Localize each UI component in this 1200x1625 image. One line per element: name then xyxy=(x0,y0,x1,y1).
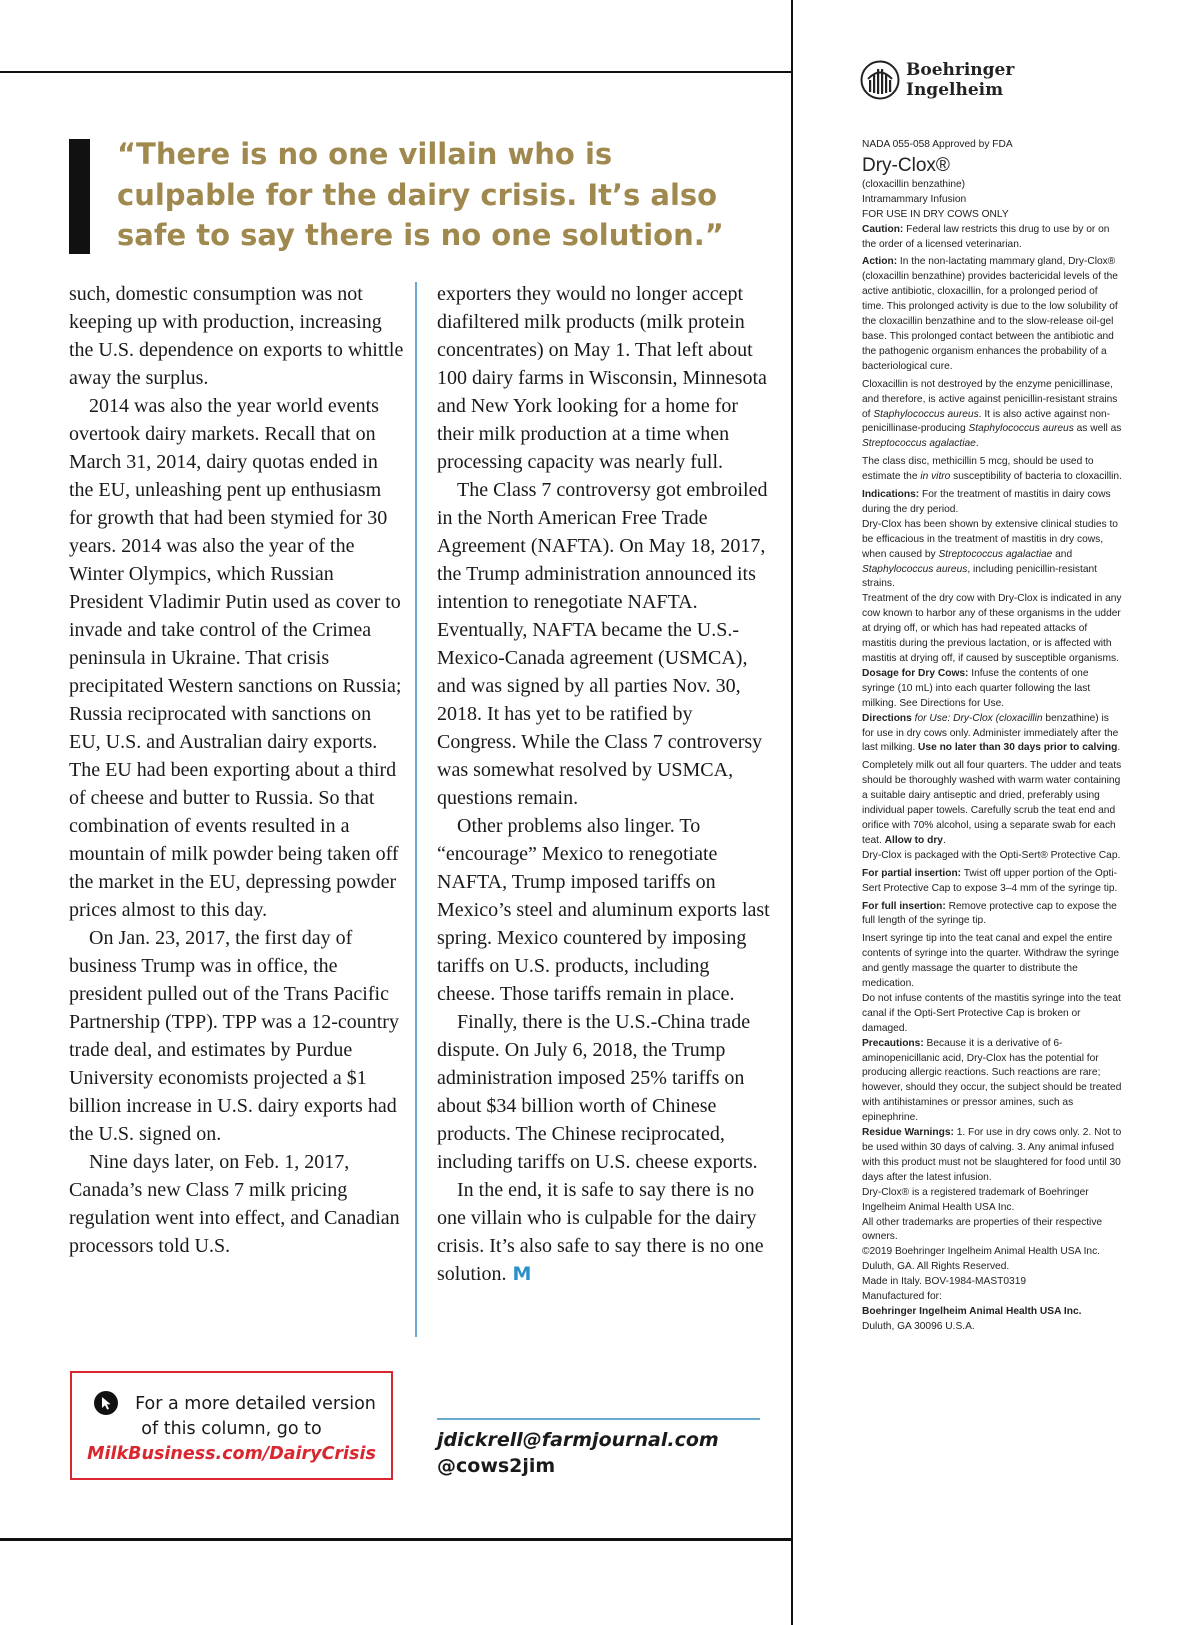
callout-line-1: For a more detailed version xyxy=(135,1394,376,1414)
label-packaging: Dry-Clox is packaged with the Opti-Sert® Protective Cap. xyxy=(862,849,1121,861)
article-paragraph: 2014 was also the year world events overtook dairy markets. Recall that on March 31, 2014, dairy quotas ended in the EU, unleashing pent up enthusiasm for growth that had been stymied for 30 years. 2014 was also the year of the Winter Olympics, which Russian President Vladimir Putin used as cover to invade and take control of the Crimea peninsula in Ukraine. That crisis precipitated Western sanctions on Russia; Russia reciprocated with sanctions on EU, U.S. and Australian dairy exports. The EU had been exporting about a third of cheese and butter to Russia. So that combination of events resulted in a mountain of milk powder being taken off the market in the EU, depressing powder prices almost to this day. xyxy=(69,395,402,921)
top-rule xyxy=(0,71,793,73)
logo-wordmark xyxy=(906,60,1014,100)
label-nada: NADA 055-058 Approved by FDA xyxy=(862,139,1013,150)
label-directions: Directions for Use: Dry-Clox (cloxacillin benzathine) is for use in dry cows only. Administer immediately after the last milking. Use no later than 30 days prior to calving. xyxy=(862,712,1121,754)
label-trademark: Dry-Clox® is a registered trademark of Boehringer Ingelheim Animal Health USA Inc. xyxy=(862,1186,1089,1213)
label-resistance: Cloxacillin is not destroyed by the enzyme penicillinase, and therefore, is active against penicillin-resistant strains of Staphylococcus aureus. It is also active against non-penicillinase-producing Staphylococcus aureus as well as Streptococcus agalactiae. xyxy=(862,378,1122,450)
article-paragraph: such, domestic consumption was not keeping up with production, increasing the U.S. dependence on exports to whittle away the surplus. xyxy=(69,283,404,389)
label-manufacturer-address: Duluth, GA 30096 U.S.A. xyxy=(862,1320,975,1332)
vertical-divider-rule xyxy=(791,0,793,1625)
label-use: FOR USE IN DRY COWS ONLY xyxy=(862,208,1009,220)
callout-text xyxy=(72,1392,391,1467)
label-copyright: ©2019 Boehringer Ingelheim Animal Health USA Inc. Duluth, GA. All Rights Reserved. xyxy=(862,1246,1100,1273)
label-partial-insertion: For partial insertion: Twist off upper portion of the Opti-Sert Protective Cap to expose 3–4 mm of the syringe tip. xyxy=(862,867,1118,894)
boehringer-logo xyxy=(860,58,1060,104)
article-column-1 xyxy=(69,280,404,1260)
signature-rule xyxy=(437,1418,760,1420)
label-full-insertion: For full insertion: Remove protective cap to expose the full length of the syringe tip. xyxy=(862,900,1117,927)
label-class-disc: The class disc, methicillin 5 mcg, should be used to estimate the in vitro susceptibility of bacteria to cloxacillin. xyxy=(862,456,1122,483)
label-caution: Caution: Federal law restricts this drug to use by or on the order of a licensed veterinarian. xyxy=(862,223,1110,250)
label-insert: Insert syringe tip into the teat canal and expel the entire contents of syringe into the quarter. Withdraw the syringe and gently massage the quarter to distribute the medication. xyxy=(862,933,1120,990)
author-twitter-handle[interactable]: @cows2jim xyxy=(437,1455,556,1477)
logo-line-2: Ingelheim xyxy=(906,80,1004,100)
label-treatment: Treatment of the dry cow with Dry-Clox is indicated in any cow known to harbor any of these organisms in the udder at drying off, or which has had repeated attacks of mastitis during the previous lactation, or is affected with mastitis at drying off, if caused by susceptible organisms. xyxy=(862,593,1122,664)
bottom-rule xyxy=(0,1538,793,1541)
label-form: Intramammary Infusion xyxy=(862,193,967,205)
pull-quote: “There is no one villain who is culpable for the dairy crisis. It’s also safe to say there is no one solution.” xyxy=(117,137,724,252)
author-signature xyxy=(437,1427,719,1479)
label-manufacturer-name: Boehringer Ingelheim Animal Health USA Inc. xyxy=(862,1305,1082,1317)
label-made-in: Made in Italy. BOV-1984-MAST0319 xyxy=(862,1276,1027,1288)
pull-quote-bar xyxy=(69,139,90,254)
author-email-link[interactable]: jdickrell@farmjournal.com xyxy=(437,1429,719,1451)
article-paragraph: exporters they would no longer accept diafiltered milk products (milk protein concentrates) on May 1. That left about 100 dairy farms in Wisconsin, Minnesota and New York looking for a home for their milk production at a time when processing capacity was nearly full. xyxy=(437,283,767,473)
label-milking: Completely milk out all four quarters. The udder and teats should be thoroughly washed with warm water containing a suitable dairy antiseptic and dried, preferably using individual paper towels. Carefully scrub the teat end and orifice with 70% alcohol, using a separate swab for each teat. Allow to dry. xyxy=(862,760,1122,846)
label-drug-name: Dry-Clox® xyxy=(862,154,950,176)
label-dosage: Dosage for Dry Cows: Infuse the contents of one syringe (10 mL) into each quarter following the last milking. See Directions for Use. xyxy=(862,667,1091,709)
article-paragraph: On Jan. 23, 2017, the first day of business Trump was in office, the president pulled out of the Trans Pacific Partnership (TPP). TPP was a 12-country trade deal, and estimates by Purdue University economists projected a $1 billion increase in U.S. dairy exports had the U.S. signed on. xyxy=(69,927,399,1145)
label-residue: Residue Warnings: 1. For use in dry cows only. 2. Not to be used within 30 days of calving. 3. Any animal infused with this product must not be slaughtered for food until 30 days after the latest infusion. xyxy=(862,1127,1122,1183)
article-column-2 xyxy=(437,280,772,1288)
label-precautions: Precautions: Because it is a derivative of 6-aminopenicillanic acid, Dry-Clox has the potential for producing allergic reactions. Such reactions are rare; however, should they occur, the subject should be treated with antihistamines or pressor amines, such as epinephrine. xyxy=(862,1037,1122,1124)
article-paragraph-final xyxy=(437,1176,772,1288)
label-clinical: Dry-Clox has been shown by extensive clinical studies to be efficacious in the treatment of mastitis in dry cows, when caused by Streptococcus agalactiae and Staphylococcus aureus, including penicillin-resistant strains. xyxy=(862,518,1118,590)
column-divider xyxy=(415,282,417,1337)
final-paragraph-text: In the end, it is safe to say there is no one villain who is culpable for the dairy crisis. It’s also safe to say there is no one solution. xyxy=(437,1179,764,1285)
web-callout-box[interactable] xyxy=(70,1371,393,1480)
article-paragraph: The Class 7 controversy got embroiled in the North American Free Trade Agreement (NAFTA). On May 18, 2017, the Trump administration announced its intention to renegotiate NAFTA. Eventually, NAFTA became the U.S.-Mexico-Canada agreement (USMCA), and was signed by all parties Nov. 30, 2018. It has yet to be ratified by Congress. While the Class 7 controversy was somewhat resolved by USMCA, questions remain. xyxy=(437,479,768,809)
label-generic: (cloxacillin benzathine) xyxy=(862,178,966,190)
logo-line-1: Boehringer xyxy=(906,60,1015,80)
label-trademark-other: All other trademarks are properties of their respective owners. xyxy=(862,1216,1103,1243)
article-paragraph: Nine days later, on Feb. 1, 2017, Canada’s new Class 7 milk pricing regulation went into effect, and Canadian processors told U.S. xyxy=(69,1151,400,1257)
end-of-article-mark: M xyxy=(512,1263,532,1285)
article-paragraph: Finally, there is the U.S.-China trade dispute. On July 6, 2018, the Trump administration imposed 25% tariffs on about $34 billion worth of Chinese products. The Chinese reciprocated, including tariffs on U.S. cheese exports. xyxy=(437,1011,758,1173)
label-action: Action: In the non-lactating mammary gland, Dry-Clox® (cloxacillin benzathine) provides bactericidal levels of the active antibiotic, cloxacillin, for a prolonged period of time. This prolonged activity is due to the low solubility of the cloxacillin benzathine and to the slow-release oil-gel base. This prolonged contact between the antibiotic and the pathogenic organism enhances the probability of a bacteriological cure. xyxy=(862,256,1118,372)
callout-link[interactable]: MilkBusiness.com/DairyCrisis xyxy=(87,1444,376,1464)
label-manufactured-for: Manufactured for: xyxy=(862,1291,942,1303)
drug-label-panel xyxy=(862,138,1122,1335)
label-indications: Indications: For the treatment of mastitis in dairy cows during the dry period. xyxy=(862,489,1111,515)
boehringer-logo-icon xyxy=(860,60,900,100)
article-paragraph: Other problems also linger. To “encourage” Mexico to renegotiate NAFTA, Trump imposed tariffs on Mexico’s steel and aluminum exports last spring. Mexico countered by imposing tariffs on U.S. products, including cheese. Those tariffs remain in place. xyxy=(437,815,770,1005)
callout-line-2: of this column, go to xyxy=(141,1419,322,1439)
label-no-infuse: Do not infuse contents of the mastitis syringe into the teat canal if the Opti-Sert Protective Cap is broken or damaged. xyxy=(862,992,1121,1034)
